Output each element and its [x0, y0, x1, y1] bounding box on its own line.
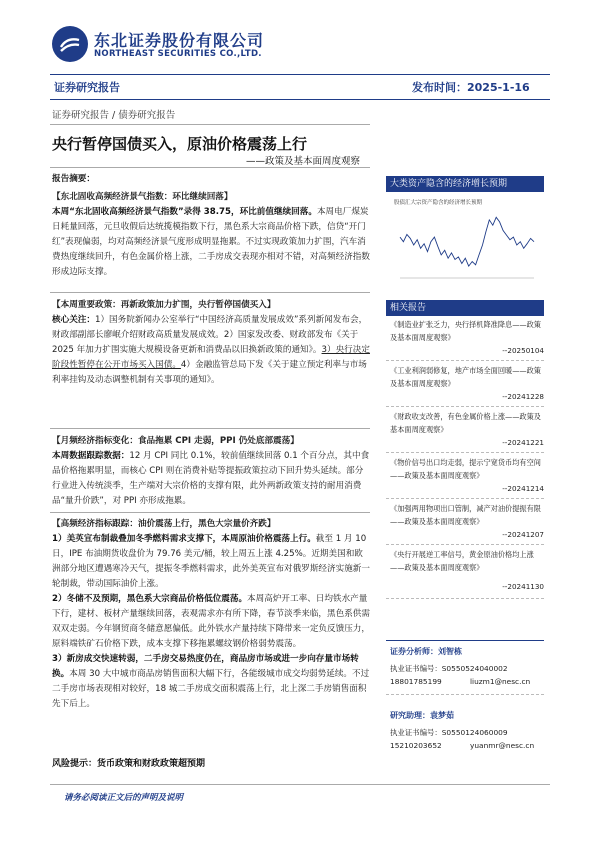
related-report-4[interactable]: 《物价信号出口均走弱，提示宁宽货币均有空间——政策及基本面周度观察》: [390, 458, 541, 480]
analyst-2-email[interactable]: yuanmr@nesc.cn: [470, 741, 535, 750]
divider: [50, 512, 370, 513]
analyst-1-name: 证券分析师：刘智栋: [390, 647, 462, 656]
chart-series-line: [400, 217, 534, 266]
section-body: 本周“东北固收高频经济景气指数”录得 38.75，环比前值继续回落。本周电厂煤炭日耗量回落，元旦收假后达统揽模指数下行，黑色系大宗商品价格下跌，信贷“开门红”表现偏弱，均对高频经济景气度形成明显拖累。不过实现政策加力扩围，汽车消费热度继续回升，有色金属价格上涨，二手房成交表现亦相对不错，对高频经济指数形成边际支撑。: [52, 207, 370, 277]
growth-expectation-chart: [386, 192, 544, 292]
analyst-2-cert: 执业证书编号：S0550124060009: [390, 728, 508, 737]
analyst-2-name: 研究助理：袁梦茹: [390, 711, 454, 720]
section-body: 3）新房成交快速转弱，二手房交易热度仍在，商品房市场或进一步向存量市场转换。本周 30 大中城市商品房销售面积大幅下行，各能级城市成交均弱势延续。不过二手房市场表现相对较好，18 城二手房成交面积震荡上行，北上深二手房销售面积先下后上。: [52, 654, 370, 709]
divider: [50, 784, 550, 785]
divider: [386, 640, 544, 641]
page-title: 央行暂停国债买入，原油价格震荡上行: [52, 135, 308, 153]
analyst-1-phone: 18801785199: [390, 677, 442, 686]
section-heading: 【本周重要政策：再新政策加力扩围，央行暂停国债买入】: [52, 300, 276, 310]
doc-type: 证券研究报告: [54, 81, 120, 94]
section-heading: 【月频经济指标变化：食品拖累 CPI 走弱，PPI 仍处底部震荡】: [52, 436, 299, 446]
related-report-date-1: --20250104: [502, 346, 544, 355]
analyst-1-cert: 执业证书编号：S0550524040002: [390, 664, 508, 673]
section-heading: 【高频经济指标跟踪：油价震荡上行，黑色大宗量价齐跌】: [52, 519, 276, 529]
related-report-date-4: --20241214: [502, 484, 544, 493]
breadcrumb: 证券研究报告 / 债券研究报告: [52, 110, 176, 121]
divider: [386, 694, 544, 695]
divider: [386, 452, 544, 453]
analyst-1-email[interactable]: liuzm1@nesc.cn: [470, 677, 531, 686]
section-body: 2）冬储不及预期，黑色系大宗商品价格低位震荡。本周高炉开工率、日均铁水产量下行，建材、板材产量继续回落，表观需求亦有所下降，春节淡季来临，黑色系供需双双走弱。今年钢贸商冬储意愿偏低。此外铁水产量持续下降带来一定负反馈压力，原料端铁矿石价格下跌，成本支撑下移拖累螺纹钢价格弱势震荡。: [52, 594, 370, 649]
divider: [386, 598, 544, 599]
publish-date: 发布时间：2025-1-16: [412, 81, 530, 94]
related-report-date-3: --20241221: [502, 438, 544, 447]
footer-disclaimer: 请务必阅读正文后的声明及说明: [64, 793, 184, 803]
summary-label: 报告摘要：: [52, 174, 95, 184]
divider: [386, 406, 544, 407]
section-monthly-indicators: [52, 434, 370, 509]
divider: [50, 124, 370, 125]
divider: [386, 544, 544, 545]
related-report-2[interactable]: 《工业利润弱修复，地产市场全面回暖——政策及基本面周度观察》: [390, 366, 541, 388]
related-report-date-6: --20241130: [502, 582, 544, 591]
company-logo: [52, 26, 282, 66]
section-body: 1）美英宣布制裁叠加冬季燃料需求支撑下，本周原油价格震荡上行。截至 1 月 10 日，IPE 布油期货收盘价为 79.76 美元/桶，较上周五上涨 4.25%。近期美国和欧洲部分地区遭遇寒冷天气，提振冬季燃料需求，此外美英宣布对俄罗斯经济实施新一轮制裁，带动国际油价上涨。: [52, 534, 370, 589]
divider: [50, 428, 370, 429]
brand-name-cn: 东北证券股份有限公司: [94, 31, 265, 50]
section-body: 核心关注：1）国务院新闻办公室举行“中国经济高质量发展成效”系列新闻发布会，财政部副部长廖岷介绍财政高质量发展成效。2）国家发改委、财政部发布《关于 2025 年加力扩围实施大规模设备更新和消费品以旧换新政策的通知》。3）央行决定阶段性暂停在公开市场买入国债。4）金融监管总局下发《关于建立预定利率与市场利率挂钩及动态调整机制有关事项的通知》。: [52, 315, 370, 385]
related-report-date-2: --20241228: [502, 392, 544, 401]
chart-header: 大类资产隐含的经济增长预期: [386, 176, 544, 192]
chart-title: 股债汇大宗资产隐含的经济增长预期: [394, 200, 483, 206]
divider: [50, 167, 370, 168]
brand-name-en: NORTHEAST SECURITIES CO.,LTD.: [94, 49, 262, 59]
section-body: 本周数据跟踪数据：12 月 CPI 同比 0.1%，较前值继续回落 0.1 个百分点，其中食品价格拖累明显，而核心 CPI 则在消费补贴等提振政策拉动下回升势头延续。部分行业进入传统淡季，生产端对大宗价格的支撑有限，此外两新政策支持的耐用消费品“量升价跌”，对 PPI 亦形成拖累。: [52, 451, 370, 506]
divider: [386, 498, 544, 499]
related-report-3[interactable]: 《财政收支改善，有色金属价格上涨——政策及基本面周度观察》: [390, 412, 541, 434]
section-heading: 【东北固收高频经济景气指数：环比继续回落】: [52, 192, 233, 202]
related-report-date-5: --20241207: [502, 530, 544, 539]
risk-warning: 风险提示：货币政策和财政政策超预期: [52, 759, 206, 769]
section-high-frequency: [52, 517, 370, 712]
chart-plot: [394, 208, 540, 288]
divider: [50, 292, 370, 293]
related-report-1[interactable]: 《制造业扩张乏力，央行择机降准降息——政策及基本面周度观察》: [390, 320, 541, 342]
related-reports-header: 相关报告: [386, 300, 544, 316]
divider: [386, 360, 544, 361]
analyst-2-phone: 15210203652: [390, 741, 442, 750]
page-subtitle: ——政策及基本面周度观察: [246, 156, 361, 167]
section-economic-index: [52, 190, 370, 280]
section-policy: [52, 298, 370, 388]
related-report-5[interactable]: 《加强两用物项出口管制，减产对油价提振有限——政策及基本面周度观察》: [390, 504, 541, 526]
logo-emblem-icon: [52, 26, 88, 62]
related-report-6[interactable]: 《央行开展逆工率信号，黄金原油价格均上涨——政策及基本面周度观察》: [390, 550, 534, 572]
